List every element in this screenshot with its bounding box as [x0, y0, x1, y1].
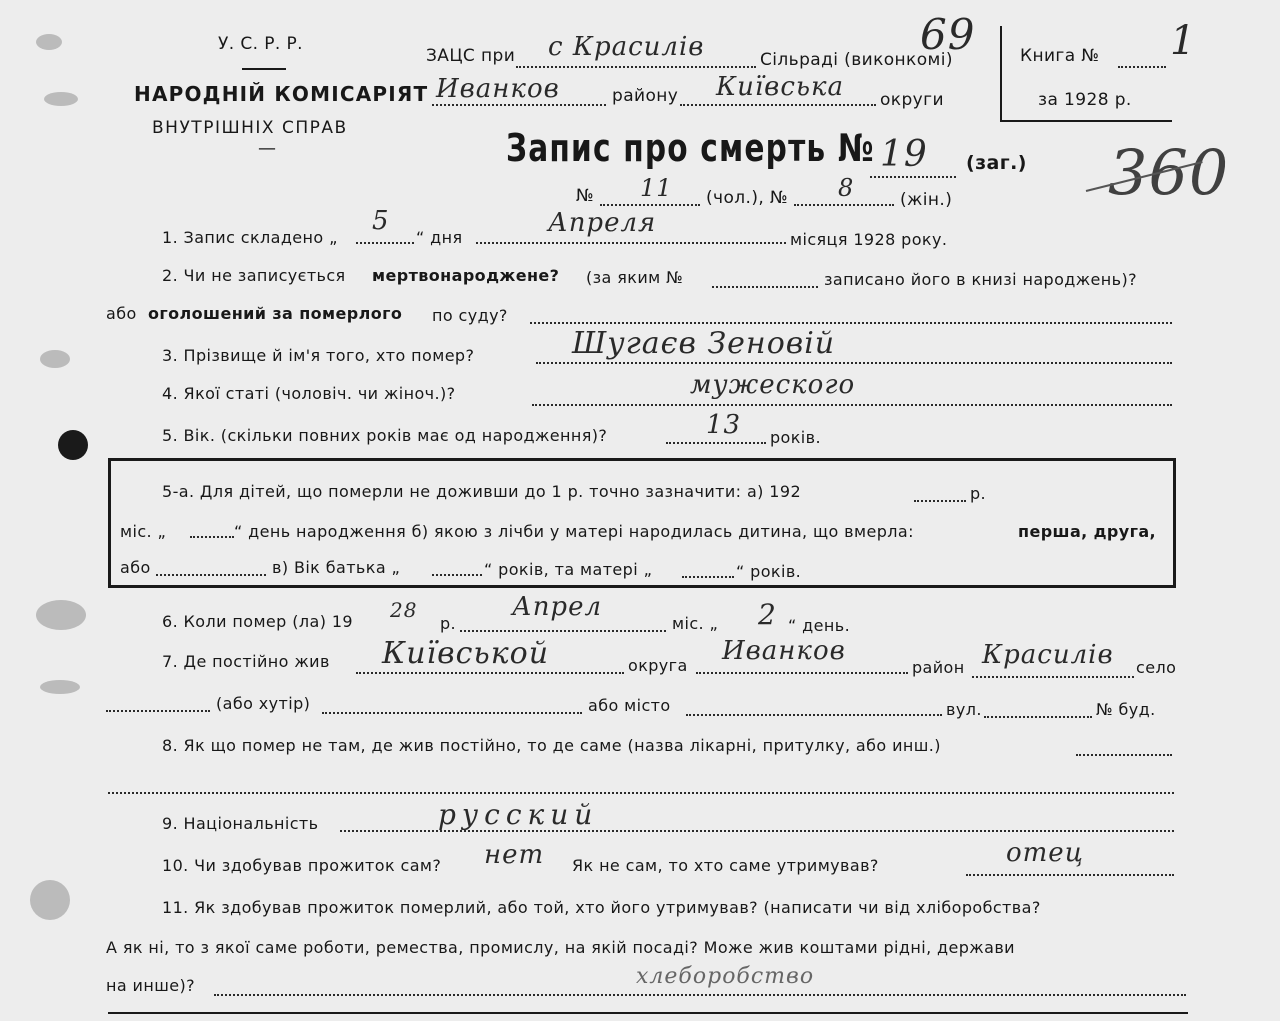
line2-court: по суду? [432, 306, 508, 325]
line5a-first-second: перша, друга, [1018, 522, 1157, 541]
hand-female-no: 8 [838, 174, 855, 202]
hand-dist: Иванков [722, 636, 846, 666]
hand-page-number: 69 [920, 10, 976, 59]
line6-month-line [460, 630, 666, 632]
line7-street-line [984, 716, 1092, 718]
hand-death-year: 28 [390, 598, 418, 622]
book-label: Книга № [1020, 46, 1100, 66]
okruha-line [680, 104, 876, 106]
line7-farm: (або хутір) [216, 694, 311, 713]
book-box-left [1000, 26, 1002, 122]
hand-okruha: Київська [716, 72, 845, 102]
line5a-1: 5-а. Для дітей, що померли не доживши до 1 р. точно зазначити: а) 192 [162, 482, 802, 501]
line2-book: записано його в книзі народжень)? [824, 270, 1138, 289]
line7-house: № буд. [1096, 700, 1156, 719]
line2-label: 2. Чи не записується [162, 266, 346, 285]
line11-2: А як ні, то з якої саме роботи, ремества, промислу, на якій посаді? Може жив коштами рідні, держави [106, 938, 1015, 957]
line8-label: 8. Як що помер не там, де жив постійно, то де саме (назва лікарні, притулку, або инш.) [162, 736, 941, 755]
line5a-year [914, 500, 966, 502]
line7-okr-line [356, 672, 624, 674]
hand-village: с Красилів [548, 32, 705, 62]
line5a-or: або [120, 558, 151, 577]
book-line [1118, 66, 1166, 68]
line5a-father: в) Вік батька „ [272, 558, 401, 577]
hand-district: Иванков [436, 74, 560, 104]
line1-month [476, 242, 786, 244]
hand-sex: мужеского [690, 370, 856, 400]
smudge [44, 92, 78, 106]
line10-who: Як не сам, то хто саме утримував? [572, 856, 879, 875]
line2-no [712, 286, 818, 288]
line3-line [536, 362, 1172, 364]
line4-label: 4. Якої статі (чоловіч. чи жіноч.)? [162, 384, 456, 403]
line6-r: р. [440, 614, 457, 633]
line5a-mother-line [682, 576, 734, 578]
line7-label: 7. Де постійно жив [162, 652, 330, 671]
female-label: (жін.) [900, 190, 953, 210]
book-box-bottom [1000, 120, 1172, 122]
hand-death-day: 2 [758, 598, 777, 631]
smudge [40, 350, 70, 368]
line11-1: 11. Як здобував прожиток померлий, або той, хто його утримував? (написати чи від хліборобства? [162, 898, 1041, 917]
zags-prefix: ЗАЦС при [426, 46, 516, 66]
line5-label: 5. Вік. (скільки повних років має од народження)? [162, 426, 608, 445]
hand-name: Шугаєв Зеновій [572, 326, 836, 361]
smudge [30, 880, 70, 920]
line8-line-b [108, 792, 1174, 794]
line7-rayon: район [912, 658, 965, 677]
no-label: № [576, 186, 595, 206]
divider [242, 68, 286, 70]
record-no-line [870, 176, 956, 178]
zag-label: (заг.) [966, 152, 1027, 174]
line7-okruga: округа [628, 656, 688, 675]
line11-3: на инше)? [106, 976, 196, 995]
district-line [432, 104, 606, 106]
line5a-father-line [432, 574, 482, 576]
line7-street: вул. [946, 700, 982, 719]
line10-line [966, 874, 1174, 876]
line1-year: місяця 1928 року. [790, 230, 948, 249]
line8-line-a [1076, 754, 1172, 756]
line7-farm-pre [106, 710, 210, 712]
dash: — [258, 138, 277, 159]
hand-supporter: отец [1006, 838, 1084, 868]
line7-city-line [686, 714, 942, 716]
hand-self: нет [484, 840, 545, 870]
line7-dist-line [696, 672, 908, 674]
punch-hole [58, 430, 88, 460]
line5a-years: “ років. [736, 562, 802, 581]
line5a-or-line [156, 574, 266, 576]
district-label: району [612, 86, 679, 106]
hand-male-no: 11 [640, 174, 673, 202]
hand-month: Апреля [548, 208, 657, 238]
male-label: (чол.), № [706, 188, 789, 208]
ussr-label: У. С. Р. Р. [218, 34, 303, 54]
line7-selo: село [1136, 658, 1177, 677]
page-title: Запис про смерть № [506, 126, 875, 170]
line1-dnia: “ дня [416, 228, 463, 247]
hand-book-number: 1 [1170, 18, 1197, 64]
male-no-line [600, 204, 700, 206]
village-line [516, 66, 756, 68]
line5a-month-line [190, 536, 234, 538]
bottom-rule [108, 1012, 1188, 1014]
line5-line [666, 442, 766, 444]
hand-vil: Красилів [982, 640, 1114, 670]
line7-vil-line [972, 676, 1134, 678]
line6-label: 6. Коли помер (ла) 19 [162, 612, 353, 631]
line4-line [532, 404, 1172, 406]
line9-label: 9. Національність [162, 814, 319, 833]
smudge [36, 600, 86, 630]
smudge [40, 680, 80, 694]
line5a-r: р. [970, 484, 987, 503]
female-no-line [794, 204, 894, 206]
line2-court-line [530, 322, 1172, 324]
hand-death-month: Апрел [512, 592, 603, 622]
line5a-mother: “ років, та матері „ [484, 560, 653, 579]
line6-day: “ день. [788, 616, 851, 635]
hand-big-number: 360 [1108, 136, 1230, 209]
hand-age: 13 [706, 410, 742, 440]
line10-label: 10. Чи здобував прожиток сам? [162, 856, 442, 875]
line7-city: або місто [588, 696, 671, 715]
line1-day [356, 242, 414, 244]
smudge [36, 34, 62, 50]
line5a-birthday: “ день народження б) якою з лічби у матері народилась дитина, що вмерла: [234, 522, 914, 541]
line2-which: (за яким № [586, 268, 684, 287]
line11-line [214, 994, 1186, 996]
line7-farm-line [322, 712, 582, 714]
line2-or: або [106, 304, 137, 323]
hand-record-number: 19 [880, 134, 928, 175]
commissariat-label: НАРОДНІЙ КОМІСАРІЯТ [134, 82, 429, 106]
hand-okr: Київськой [382, 636, 550, 671]
line2-bold: мертвонароджене? [372, 266, 560, 285]
line2-bold2: оголошений за померлого [148, 304, 403, 323]
okruha-label: округи [880, 90, 944, 110]
hand-occupation: хлеборобство [636, 964, 815, 989]
year-label: за 1928 р. [1038, 90, 1132, 110]
line6-month: міс. „ [672, 614, 719, 633]
line1-label: 1. Запис складено „ [162, 228, 338, 247]
zags-suffix: Сільраді (виконкомі) [760, 50, 953, 70]
line5a-month: міс. „ [120, 522, 167, 541]
internal-affairs-label: ВНУТРІШНІХ СПРАВ [152, 118, 348, 138]
hand-nationality: русский [438, 798, 599, 831]
hand-day: 5 [372, 206, 390, 236]
line5-years: років. [770, 428, 821, 447]
line3-label: 3. Прізвище й ім'я того, хто помер? [162, 346, 475, 365]
